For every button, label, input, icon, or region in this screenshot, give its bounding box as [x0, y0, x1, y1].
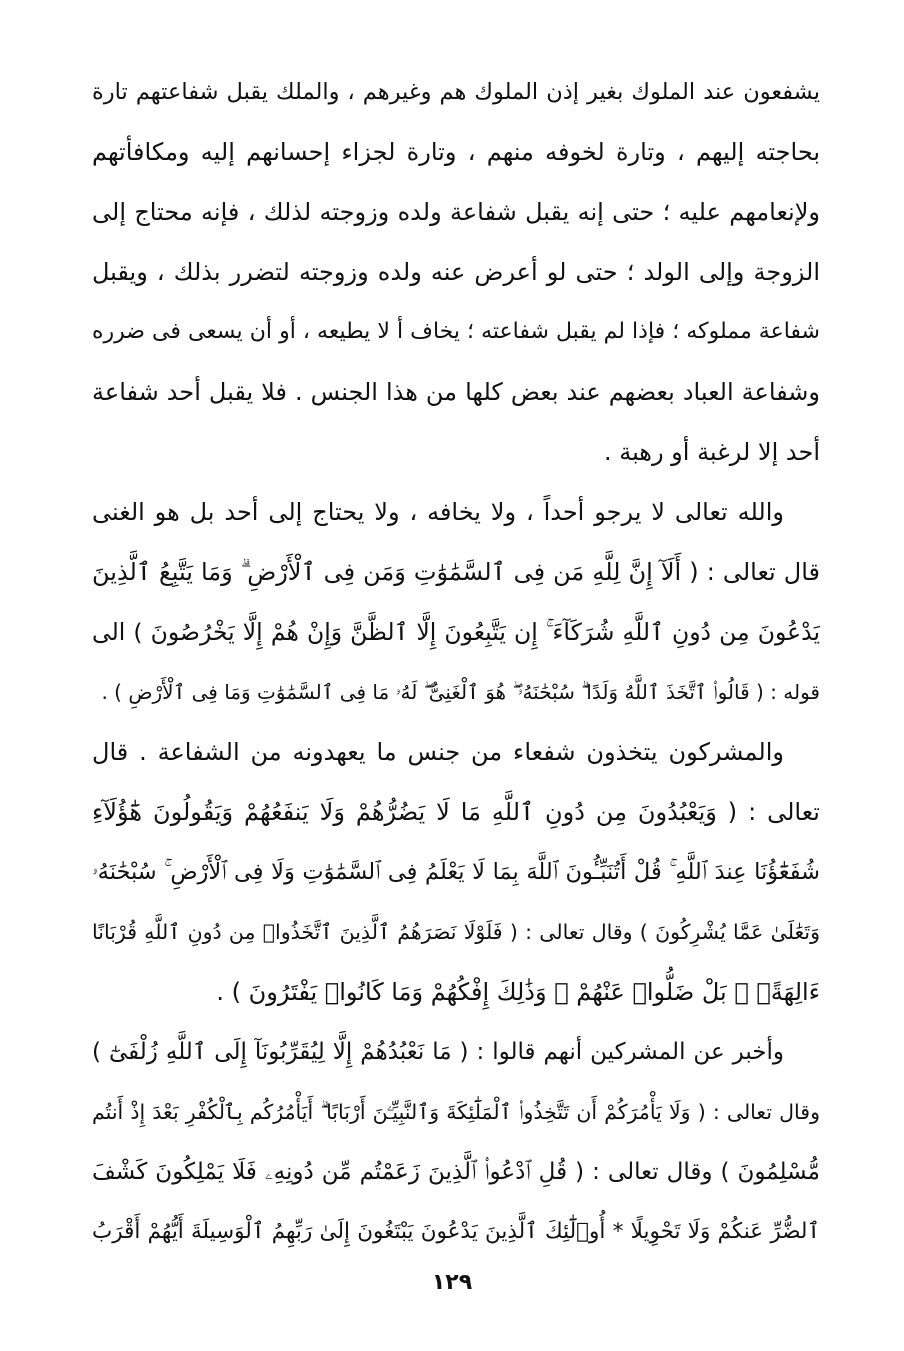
quran-line-17: وأخبر عن المشركين أنهم قالوا : ( مَا نَعْبُدُهُمْ إِلَّا لِيُقَرِّبُونَآ إِلَى ٱللَّهِ زُلْفَىٰٓ ) — [92, 1039, 784, 1065]
quran-line-18: وقال تعالى : ( وَلَا يَأْمُرَكُمْ أَن تَتَّخِذُوا۟ ٱلْمَلَٰٓئِكَةَ وَٱلنَّبِيِّـۧنَ أَرْبَابًا ۗ أَيَأْمُرُكُم بِٱلْكُفْرِ بَعْدَ إِذْ أَنتُم — [92, 1100, 820, 1124]
text-line-5: شفاعة مملوكه ؛ فإذا لم يقبل شفاعته ؛ يخاف أ لا يطيعه ، أو أن يسعى فى ضرره — [92, 319, 820, 344]
quran-line-20: ٱلضُّرِّ عَنكُمْ وَلَا تَحْوِيلًا * أُو۟لَٰٓئِكَ ٱلَّذِينَ يَدْعُونَ يَبْتَغُونَ إِلَىٰ رَبِّهِمُ ٱلْوَسِيلَةَ أَيُّهُمْ أَقْرَبُ — [92, 1219, 820, 1244]
text-line-3: ولإنعامهم عليه ؛ حتى إنه يقبل شفاعة ولده وزوجته لذلك ، فإنه محتاج إلى — [92, 198, 820, 226]
quran-line-19: مُّسْلِمُونَ ) وقال تعالى : ( قُلِ ٱدْعُوا۟ ٱلَّذِينَ زَعَمْتُم مِّن دُونِهِۦ فَلَا يَمْلِكُونَ كَشْفَ — [92, 1159, 820, 1185]
text-line-4: الزوجة وإلى الولد ؛ حتى لو أعرض عنه ولده وزوجته لتضرر بذلك ، ويقبل — [92, 258, 820, 286]
text-line-6: وشفاعة العباد بعضهم عند بعض كلها من هذا الجنس . فلا يقبل أحد شفاعة — [92, 378, 820, 406]
text-line-1: يشفعون عند الملوك بغير إذن الملوك هم وغيرهم ، والملك يقبل شفاعتهم تارة — [92, 79, 820, 105]
quran-line-15: وَتَعَٰلَىٰ عَمَّا يُشْرِكُونَ ) وقال تعالى : ( فَلَوْلَا نَصَرَهُمُ ٱلَّذِينَ ٱتَّخَذُوا۟ مِن دُونِ ٱللَّهِ قُرْبَانًا — [92, 920, 820, 944]
quran-line-9: قال تعالى : ( أَلَآ إِنَّ لِلَّهِ مَن فِى ٱلسَّمَٰوَٰتِ وَمَن فِى ٱلْأَرْضِ ۗ وَمَا يَتَّبِعُ ٱلَّذِينَ — [92, 558, 820, 586]
quran-line-14: شُفَعَٰٓؤُنَا عِندَ ٱللَّهِ ۚ قُلْ أَتُنَبِّـُٔونَ ٱللَّهَ بِمَا لَا يَعْلَمُ فِى ٱلسَّمَٰوَٰتِ وَلَا فِى ٱلْأَرْضِ ۚ سُبْحَٰنَهُۥ — [92, 859, 820, 885]
text-line-8: والله تعالى لا يرجو أحداً ، ولا يخافه ، ولا يحتاج إلى أحد بل هو الغنى — [92, 498, 784, 526]
page-number: ١٢٩ — [431, 1270, 473, 1295]
quran-line-16: ءَالِهَةًۢ ۖ بَلْ ضَلُّوا۟ عَنْهُمْ ۚ وَذَٰلِكَ إِفْكُهُمْ وَمَا كَانُوا۟ يَفْتَرُونَ ) . — [216, 978, 820, 1006]
text-line-12: والمشركون يتخذون شفعاء من جنس ما يعهدونه من الشفاعة . قال — [92, 738, 784, 766]
text-line-7: أحد إلا لرغبة أو رهبة . — [603, 438, 820, 466]
quran-line-10: يَدْعُونَ مِن دُونِ ٱللَّهِ شُرَكَآءَ ۚ إِن يَتَّبِعُونَ إِلَّا ٱلظَّنَّ وَإِنْ هُمْ إِلَّا يَخْرُصُونَ ) الى — [92, 618, 820, 646]
quran-line-13: تعالى : ( وَيَعْبُدُونَ مِن دُونِ ٱللَّهِ مَا لَا يَضُرُّهُمْ وَلَا يَنفَعُهُمْ وَيَقُولُونَ هَٰٓؤُلَآءِ — [92, 798, 820, 826]
quran-line-11: قوله : ( قَالُوا۟ ٱتَّخَذَ ٱللَّهُ وَلَدًا ۗ سُبْحَٰنَهُۥ ۖ هُوَ ٱلْغَنِىُّ ۖ لَهُۥ مَا فِى ٱلسَّمَٰوَٰتِ وَمَا فِى ٱلْأَرْضِ ) . — [101, 680, 820, 704]
text-line-2: بحاجته إليهم ، وتارة لخوفه منهم ، وتارة لجزاء إحسانهم إليه ومكافأتهم — [92, 138, 820, 166]
